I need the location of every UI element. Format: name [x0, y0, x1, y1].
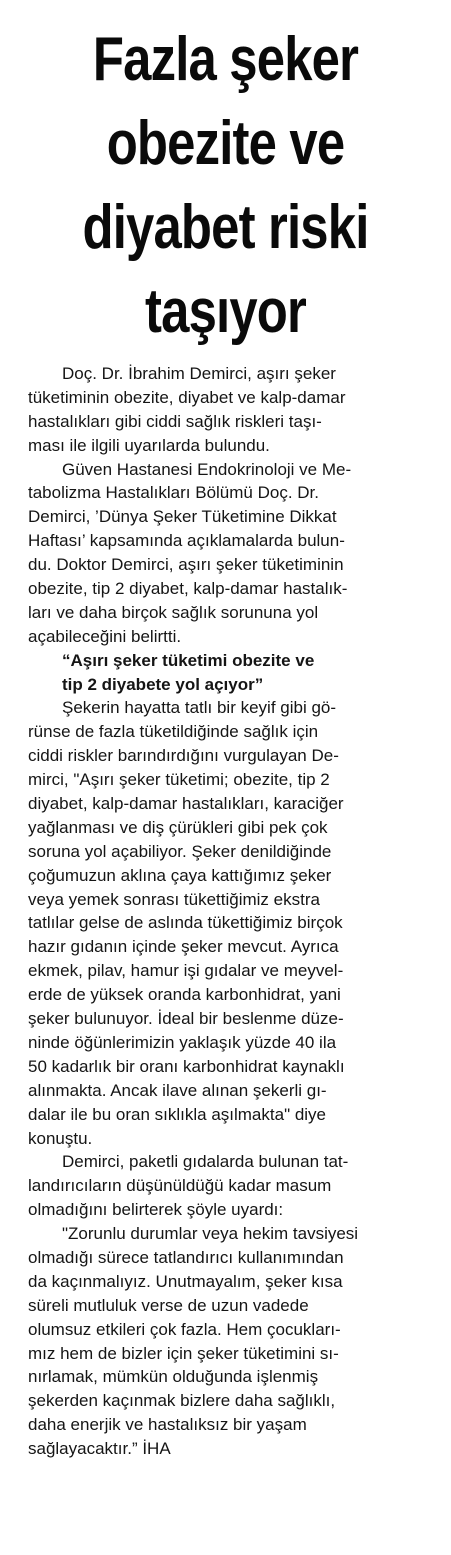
subheading-line: “Aşırı şeker tüketimi obezite ve: [62, 650, 315, 670]
headline: [10, 18, 441, 354]
body-line: mirci, "Aşırı şeker tüketimi; obezite, tip 2: [28, 770, 330, 790]
body-line: hazır gıdanın içinde şeker mevcut. Ayrıca: [28, 937, 339, 957]
body-line: obezite, tip 2 diyabet, kalp-damar hastalık-: [28, 579, 348, 599]
body-line: açabileceğini belirtti.: [28, 626, 182, 646]
body-line: diyabet, kalp-damar hastalıkları, karaciğer: [28, 794, 344, 814]
body-line: olmadığı sürece tatlandırıcı kullanımından: [28, 1247, 344, 1267]
body-line: Güven Hastanesi Endokrinoloji ve Me-: [62, 459, 352, 479]
body-line: nırlamak, mümkün olduğunda işlenmiş: [28, 1367, 319, 1387]
body-line: daha enerjik ve hastalıksız bir yaşam: [28, 1415, 307, 1435]
body-line: soruna yol açabiliyor. Şeker denildiğinde: [28, 841, 332, 861]
body-line: olumsuz etkileri çok fazla. Hem çocukları-: [28, 1319, 341, 1339]
body-line: veya yemek sonrası tükettiğimiz ekstra: [28, 889, 320, 909]
body-line: olmadığını belirterek şöyle uyardı:: [28, 1200, 284, 1220]
body-line: sağlayacaktır.” İHA: [28, 1439, 171, 1459]
subheading-line: tip 2 diyabete yol açıyor”: [62, 674, 264, 694]
headline-line: Fazla şeker: [92, 25, 359, 94]
body-line: konuştu.: [28, 1128, 93, 1148]
article-body: [28, 362, 428, 1461]
body-line: şeker bulunuyor. İdeal bir beslenme düze-: [28, 1009, 344, 1029]
body-line: mız hem de bizler için şeker tüketimini sı-: [28, 1343, 339, 1363]
body-line: hastalıkları gibi ciddi sağlık riskleri taşı-: [28, 411, 322, 431]
body-line: du. Doktor Demirci, aşırı şeker tüketiminin: [28, 555, 344, 575]
body-line: da kaçınmalıyız. Unutmayalım, şeker kısa: [28, 1271, 343, 1291]
body-line: tüketiminin obezite, diyabet ve kalp-damar: [28, 387, 346, 407]
body-line: erde de yüksek oranda karbonhidrat, yani: [28, 985, 341, 1005]
body-line: şekerden kaçınmak bizlere daha sağlıklı,: [28, 1391, 336, 1411]
body-line: dalar ile bu oran sıklıkla aşılmakta" diye: [28, 1104, 327, 1124]
body-line: Şekerin hayatta tatlı bir keyif gibi gö-: [62, 698, 337, 718]
body-line: Doç. Dr. İbrahim Demirci, aşırı şeker: [62, 364, 336, 383]
body-line: Demirci, paketli gıdalarda bulunan tat-: [62, 1152, 349, 1172]
headline-line: diyabet riski: [82, 193, 369, 262]
body-line: alınmakta. Ancak ilave alınan şekerli gı-: [28, 1080, 327, 1100]
body-line: ları ve daha birçok sağlık sorununa yol: [28, 602, 319, 622]
body-line: süreli mutluluk verse de uzun vadede: [28, 1295, 309, 1315]
body-line: ekmek, pilav, hamur işi gıdalar ve meyvel-: [28, 961, 344, 981]
headline-line: taşıyor: [144, 277, 306, 346]
body-line: tabolizma Hastalıkları Bölümü Doç. Dr.: [28, 483, 319, 503]
body-line: tatlılar gelse de aslında tükettiğimiz birçok: [28, 913, 343, 933]
body-line: ninde öğünlerimizin yaklaşık yüzde 40 ila: [28, 1032, 337, 1052]
body-line: yağlanması ve diş çürükleri gibi pek çok: [28, 817, 328, 837]
headline-line: obezite ve: [106, 109, 345, 178]
body-line: Demirci, ’Dünya Şeker Tüketimine Dikkat: [28, 507, 337, 527]
body-line: Haftası’ kapsamında açıklamalarda bulun-: [28, 531, 345, 551]
body-line: ciddi riskler barındırdığını vurgulayan De-: [28, 746, 339, 766]
body-line: 50 kadarlık bir oranı karbonhidrat kaynaklı: [28, 1056, 345, 1076]
body-line: çoğumuzun aklına çaya kattığımız şeker: [28, 865, 332, 885]
body-line: ması ile ilgili uyarılarda bulundu.: [28, 435, 270, 455]
body-line: landırıcıların düşünüldüğü kadar masum: [28, 1176, 332, 1196]
body-line: "Zorunlu durumlar veya hekim tavsiyesi: [62, 1224, 359, 1244]
body-line: rünse de fazla tüketildiğinde sağlık için: [28, 722, 319, 742]
